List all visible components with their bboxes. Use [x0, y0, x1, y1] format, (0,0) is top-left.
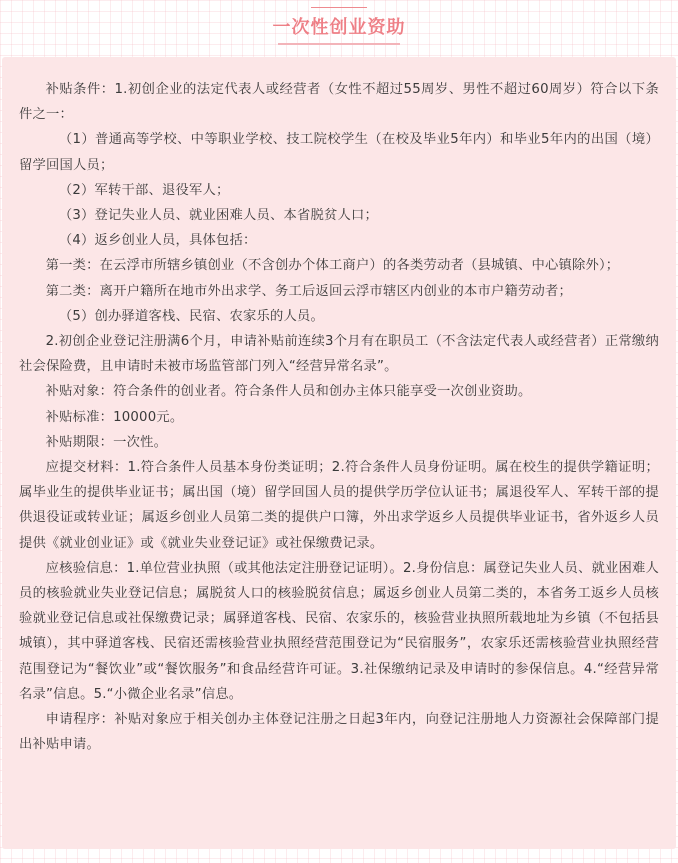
paragraph-condition-4: （4）返乡创业人员，具体包括： — [58, 233, 257, 249]
page-title: 一次性创业资助 — [272, 17, 406, 38]
paragraph-verification-info: 应核验信息：1.单位营业执照（或其他法定注册登记证明）。2.身份信息：属登记失业人员、就业困难人员的核验就业失业登记信息；属脱贫人口的核验脱贫信息；属返乡创业人员第二类的，本省务工返乡人员核验就业登记信息或社保缴费记录；属驿道客栈、民宿、农家乐的，核验营业执照所载地址为乡镇（不包括县城镇），其中驿道客栈、民宿还需核验营业执照经营范围登记为“民宿服务”，农家乐还需核验营业执照经营范围登记为“餐饮业”或“餐饮服务”和食品经营许可证。3.社保缴纳记录及申请时的参保信息。4.“经营异常名录”信息。5.“小微企业名录”信息。 — [19, 560, 659, 702]
paragraph-condition-5: （5）创办驿道客栈、民宿、农家乐的人员。 — [58, 308, 324, 324]
paragraph-condition-2: （2）军转干部、退役军人； — [58, 182, 230, 198]
paragraph-registration-requirement: 2.初创企业登记注册满6个月，申请补贴前连续3个月有在职员工（不含法定代表人或经营者）正常缴纳社会保险费，且申请时未被市场监管部门列入“经营异常名录”。 — [19, 334, 659, 375]
paragraph-condition-1: （1）普通高等学校、中等职业学校、技工院校学生（在校及毕业5年内）和毕业5年内的出国（境）留学回国人员； — [19, 132, 659, 173]
paragraph-required-materials: 应提交材料：1.符合条件人员基本身份类证明；2.符合条件人员身份证明。属在校生的提供学籍证明；属毕业生的提供毕业证书；属出国（境）留学回国人员的提供学历学位认证书；属退役军人、军转干部的提供退役证或转业证；属返乡创业人员第二类的提供户口簿，外出求学返乡人员提供毕业证书，省外返乡人员提供《就业创业证》或《就业失业登记证》或社保缴费记录。 — [19, 460, 659, 551]
header-divider — [311, 7, 367, 8]
title-underline — [278, 43, 400, 45]
paragraph-subsidy-period: 补贴期限：一次性。 — [45, 434, 168, 450]
paragraph-category-1: 第一类：在云浮市所辖乡镇创业（不含创办个体工商户）的各类劳动者（县城镇、中心镇除外）； — [45, 258, 620, 274]
paragraph-application-procedure: 申请程序：补贴对象应于相关创办主体登记注册之日起3年内，向登记注册地人力资源社会保障部门提出补贴申请。 — [19, 712, 659, 753]
paragraph-subsidy-standard: 补贴标准：10000元。 — [45, 409, 184, 425]
paragraph-category-2: 第二类：离开户籍所在地市外出求学、务工后返回云浮市辖区内创业的本市户籍劳动者； — [45, 283, 572, 299]
paragraph-subsidy-conditions: 补贴条件：1.初创企业的法定代表人或经营者（女性不超过55周岁、男性不超过60周岁）符合以下条件之一： — [19, 82, 659, 123]
paragraph-condition-3: （3）登记失业人员、就业困难人员、本省脱贫人口； — [58, 208, 378, 224]
content-box — [2, 57, 676, 849]
paragraph-subsidy-target: 补贴对象：符合条件的创业者。符合条件人员和创办主体只能享受一次创业资助。 — [45, 384, 532, 400]
